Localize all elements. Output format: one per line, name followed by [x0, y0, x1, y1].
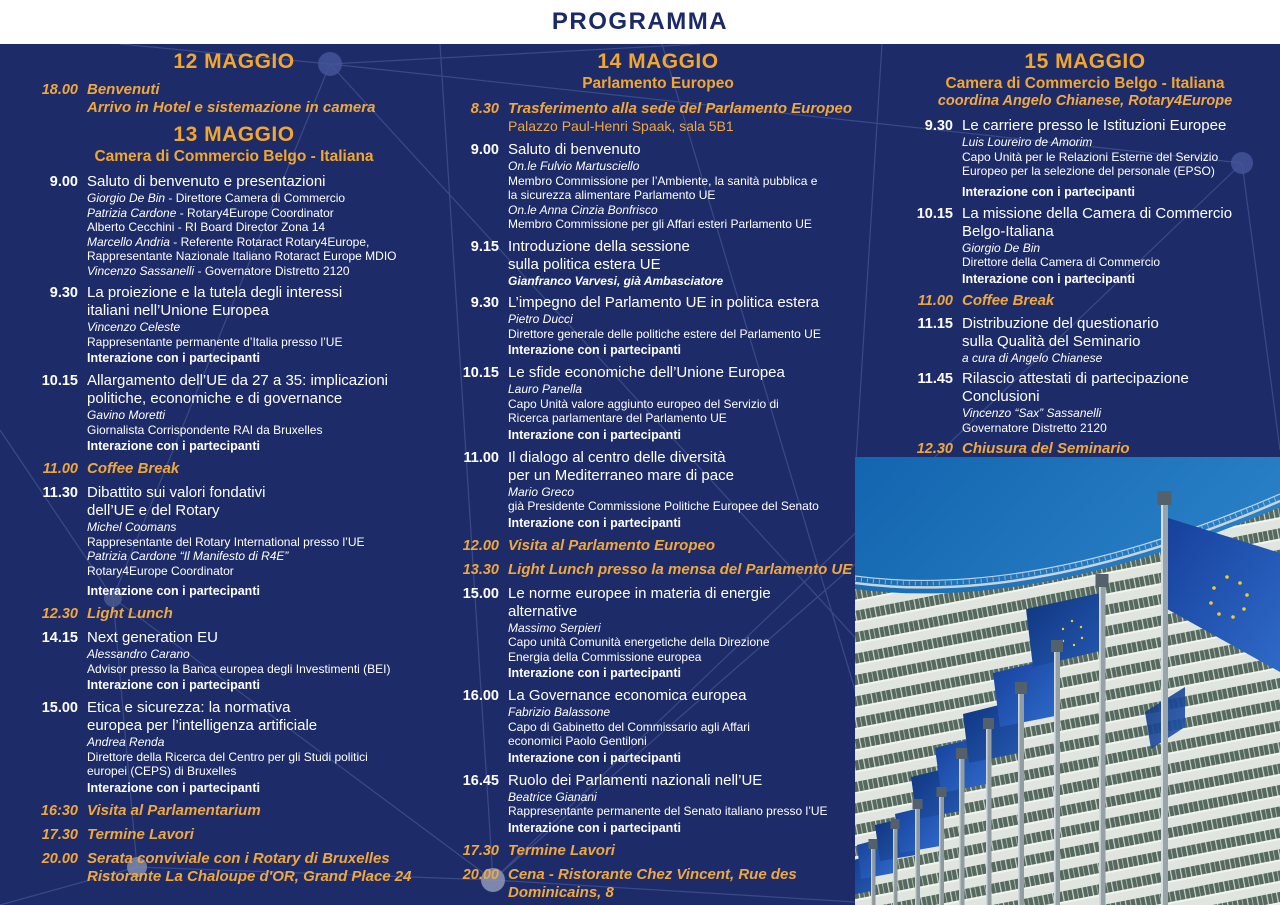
speaker-name: Vincenzo Celeste	[87, 320, 181, 334]
event-detail	[962, 421, 1269, 436]
event-title: Le norme europee in materia di energie	[508, 584, 771, 602]
interaction-note: Interazione con i partecipanti	[508, 666, 681, 680]
event-title: Coffee Break	[962, 291, 1055, 309]
event-14.15	[26, 629, 442, 693]
event-title: Termine Lavori	[87, 825, 194, 843]
speaker-name: On.le Fulvio Martusciello	[508, 159, 640, 173]
event-time: 9.30	[924, 118, 953, 134]
interaction-note: Interazione con i partecipanti	[87, 584, 260, 598]
day-title: 15 MAGGIO	[1024, 50, 1146, 73]
day-title: 14 MAGGIO	[597, 50, 719, 73]
event-title: alternative	[508, 602, 578, 620]
interaction-note: Interazione con i partecipanti	[508, 820, 681, 835]
speaker-role: Direttore generale delle politiche estere del Parlamento UE	[508, 326, 821, 341]
event-detail	[87, 549, 442, 564]
event-17.30	[447, 842, 869, 860]
event-title: Ristorante La Chaloupe d'OR, Grand Place 24	[87, 867, 412, 885]
event-title: La missione della Camera di Commercio	[962, 204, 1233, 222]
event-title: Introduzione della sessione	[508, 237, 690, 255]
interaction-note: Interazione con i partecipanti	[87, 678, 260, 692]
event-title: Dibattito sui valori fondativi	[87, 484, 266, 501]
event-body	[87, 699, 442, 796]
event-12.30	[901, 440, 1269, 458]
event-title: Le carriere presso le Istituzioni Europee	[962, 117, 1227, 134]
speaker-role: Membro Commissione per l’Ambiente, la sanità pubblica e	[508, 173, 818, 188]
event-detail	[87, 735, 442, 750]
event-time: 17.30	[462, 842, 499, 859]
speaker-role: Capo Unità per le Relazioni Esterne del Servizio	[962, 149, 1219, 164]
event-time: 12.30	[916, 441, 953, 457]
event-body	[508, 238, 869, 289]
event-title: Etica e sicurezza: la normativa	[87, 699, 291, 716]
speaker-name: a cura di Angelo Chianese	[962, 350, 1103, 365]
speaker-name: Massimo Serpieri	[508, 620, 601, 635]
event-title: italiani nell’Unione Europea	[87, 302, 269, 319]
event-20.00	[447, 866, 869, 902]
event-detail	[87, 750, 442, 765]
event-detail	[508, 174, 869, 189]
event-20.00	[26, 850, 442, 886]
event-detail	[508, 621, 869, 636]
event-detail	[87, 220, 442, 235]
speaker-role: Direttore della Camera di Commercio	[962, 255, 1161, 269]
event-16.00	[447, 687, 869, 766]
event-18.00	[26, 81, 442, 117]
event-11.45	[901, 370, 1269, 435]
speaker-role: Rappresentante Nazionale Italiano Rotaract Europe MDIO	[87, 249, 397, 263]
event-time: 9.00	[470, 142, 499, 158]
event-11.30	[26, 484, 442, 599]
speaker-role: Rotary4Europe Coordinator	[87, 563, 234, 578]
event-detail	[962, 255, 1269, 270]
event-body	[87, 826, 442, 844]
event-11.00	[447, 449, 869, 531]
event-title: Chiusura del Seminario	[962, 440, 1130, 457]
event-time: 16.00	[462, 688, 499, 704]
event-12.00	[447, 537, 869, 555]
speaker-role: Direttore della Ricerca del Centro per gli Studi politici	[87, 749, 368, 764]
event-9.00	[26, 173, 442, 278]
event-detail	[508, 397, 869, 412]
event-16:30	[26, 802, 442, 820]
event-location: Palazzo Paul-Henri Spaak, sala 5B1	[508, 118, 734, 134]
day-subtitle: Parlamento Europeo	[582, 75, 734, 92]
event-title: Arrivo in Hotel e sistemazione in camera	[87, 99, 376, 116]
speaker-name: Giorgio De Bin	[87, 191, 166, 205]
speaker-role: Energia della Commissione europea	[508, 649, 702, 664]
speaker-role: europei (CEPS) di Bruxelles	[87, 764, 237, 778]
speaker-role: economici Paolo Gentiloni	[508, 734, 647, 748]
event-body	[508, 687, 869, 766]
event-title: Light Lunch	[87, 605, 173, 622]
event-time: 11.00	[42, 461, 78, 477]
event-body	[962, 117, 1269, 200]
event-time: 9.30	[49, 285, 78, 301]
interaction-note: Interazione con i partecipanti	[962, 184, 1135, 199]
event-time: 11.15	[917, 315, 953, 332]
event-title: Saluto di benvenuto e presentazioni	[87, 173, 326, 190]
event-body	[87, 460, 442, 478]
event-title: politiche, economiche e di governance	[87, 390, 343, 407]
event-detail	[508, 274, 869, 289]
event-16.45	[447, 772, 869, 836]
event-title: Rilascio attestati di partecipazione	[962, 370, 1189, 387]
speaker-role: Rappresentante del Rotary International presso l’UE	[87, 534, 365, 549]
event-time: 10.15	[41, 373, 78, 389]
event-body	[508, 100, 869, 135]
speaker-role: Giornalista Corrispondente RAI da Bruxelles	[87, 422, 323, 437]
speaker-role: Capo Unità valore aggiunto europeo del Servizio di	[508, 396, 779, 411]
event-title: Saluto di benvenuto	[508, 141, 641, 158]
event-body	[508, 449, 869, 531]
event-title: per un Mediterraneo mare di pace	[508, 466, 734, 484]
event-title: dell’UE e del Rotary	[87, 502, 220, 519]
speaker-role: Ricerca parlamentare del Parlamento UE	[508, 411, 727, 425]
interaction-note: Interazione con i partecipanti	[508, 343, 681, 357]
event-title: Trasferimento alla sede del Parlamento Europeo	[508, 100, 853, 117]
event-detail	[87, 235, 442, 250]
event-time: 20.00	[41, 850, 78, 867]
event-detail	[508, 312, 869, 327]
event-time: 20.00	[462, 866, 499, 883]
event-body	[87, 173, 442, 278]
interaction-note: Interazione con i partecipanti	[87, 351, 260, 365]
event-detail	[962, 150, 1269, 165]
speaker-name: Beatrice Gianani	[508, 789, 597, 804]
speaker-role: Rappresentante permanente d’Italia presso l’UE	[87, 334, 343, 349]
event-detail	[87, 264, 442, 279]
event-title: Termine Lavori	[508, 841, 615, 859]
event-9.00	[447, 141, 869, 232]
event-title: Cena - Ristorante Chez Vincent, Rue des	[508, 865, 797, 883]
day-header	[26, 123, 442, 166]
event-11.00	[901, 292, 1269, 310]
event-time: 12.30	[41, 606, 78, 622]
event-9.30	[901, 117, 1269, 200]
interaction-note: Interazione con i partecipanti	[87, 439, 260, 453]
speaker-name: Lauro Panella	[508, 382, 583, 396]
event-time: 9.15	[470, 238, 499, 255]
event-time: 9.30	[470, 295, 499, 311]
event-9.30	[26, 284, 442, 366]
event-body	[962, 370, 1269, 435]
event-body	[508, 364, 869, 443]
day-coordinator: coordina Angelo Chianese, Rotary4Europe	[937, 93, 1233, 109]
interaction-note: Interazione con i partecipanti	[508, 427, 681, 442]
speaker-name: Fabrizio Balassone	[508, 705, 611, 719]
day-title: 12 MAGGIO	[173, 50, 295, 73]
event-detail	[508, 499, 869, 514]
event-detail	[508, 650, 869, 665]
event-time: 13.30	[462, 561, 499, 578]
event-11.00	[26, 460, 442, 478]
event-title: Benvenuti	[87, 81, 160, 98]
speaker-name: Vincenzo “Sax” Sassanelli	[962, 406, 1102, 420]
day-subtitle: Camera di Commercio Belgo - Italiana	[94, 148, 374, 165]
event-time: 15.00	[462, 585, 499, 602]
event-detail	[508, 188, 869, 203]
speaker-role: Governatore Distretto 2120	[962, 420, 1107, 435]
event-body	[508, 772, 869, 836]
event-13.30	[447, 561, 869, 579]
speaker-role: già Presidente Commissione Politiche Europee del Senato	[508, 499, 819, 513]
event-body	[508, 537, 869, 555]
event-title: Distribuzione del questionario	[962, 314, 1159, 332]
column-12-13-maggio	[26, 48, 442, 892]
event-body	[508, 561, 869, 579]
event-body	[962, 440, 1269, 458]
event-detail	[508, 705, 869, 720]
speaker-role: - Referente Rotaract Rotary4Europe,	[169, 234, 370, 249]
event-detail	[87, 520, 442, 535]
event-9.30	[447, 294, 869, 358]
event-body	[87, 850, 442, 886]
event-detail	[962, 135, 1269, 150]
speaker-role: Advisor presso la Banca europea degli Investimenti (BEI)	[87, 661, 391, 676]
day-header	[26, 50, 442, 74]
event-time: 8.30	[470, 101, 499, 117]
event-time: 16.45	[462, 772, 499, 789]
event-body	[87, 802, 442, 820]
event-detail	[508, 411, 869, 426]
event-title: L’impegno del Parlamento UE in politica estera	[508, 294, 820, 311]
event-time: 17.30	[41, 826, 78, 843]
event-detail	[962, 406, 1269, 421]
event-time: 11.45	[917, 371, 953, 387]
event-title: Visita al Parlamentarium	[87, 801, 261, 819]
interaction-note: Interazione con i partecipanti	[962, 271, 1135, 286]
event-time: 14.15	[41, 630, 78, 646]
event-time: 10.15	[916, 205, 953, 222]
event-detail	[508, 485, 869, 500]
event-detail	[87, 662, 442, 677]
event-detail	[508, 790, 869, 805]
speaker-name: Pietro Ducci	[508, 312, 573, 326]
event-detail	[962, 164, 1269, 179]
speaker-name: Alessandro Carano	[87, 647, 190, 661]
day-header	[447, 50, 869, 93]
event-detail	[87, 647, 442, 662]
event-10.15	[447, 364, 869, 443]
day-title: 13 MAGGIO	[173, 123, 295, 146]
event-time: 11.00	[463, 449, 499, 466]
event-title: sulla Qualità del Seminario	[962, 332, 1141, 350]
speaker-role: Alberto Cecchini - RI Board Director Zona 14	[87, 220, 326, 234]
event-time: 15.00	[41, 700, 78, 716]
event-detail	[508, 804, 869, 819]
event-body	[508, 294, 869, 358]
speaker-role: Capo unità Comunità energetiche della Direzione	[508, 635, 770, 649]
speaker-name: Gianfranco Varvesi, già Ambasciatore	[508, 273, 724, 288]
eu-flags-berlaymont-photo	[855, 457, 1280, 905]
event-title: sulla politica estera UE	[508, 255, 661, 273]
event-detail	[508, 734, 869, 749]
event-body	[87, 605, 442, 623]
event-detail	[87, 249, 442, 264]
event-time: 9.00	[49, 174, 78, 190]
event-title: Light Lunch presso la mensa del Parlamento UE	[508, 560, 853, 578]
event-time: 10.15	[462, 365, 499, 381]
event-body	[508, 141, 869, 232]
event-15.00	[26, 699, 442, 796]
event-detail	[87, 320, 442, 335]
speaker-name: Mario Greco	[508, 484, 575, 499]
event-title: Conclusioni	[962, 388, 1040, 405]
event-body	[962, 315, 1269, 366]
event-title: Ruolo dei Parlamenti nazionali nell’UE	[508, 771, 763, 789]
event-body	[508, 842, 869, 860]
event-detail	[962, 351, 1269, 366]
event-body	[87, 372, 442, 454]
event-12.30	[26, 605, 442, 623]
event-title: La proiezione e la tutela degli interessi	[87, 284, 343, 301]
event-body	[962, 292, 1269, 310]
event-title: Next generation EU	[87, 629, 218, 646]
interaction-note: Interazione con i partecipanti	[508, 515, 681, 530]
speaker-name: Michel Coomans	[87, 520, 177, 534]
event-17.30	[26, 826, 442, 844]
speaker-name: Andrea Renda	[87, 735, 165, 749]
speaker-role: - Governatore Distretto 2120	[194, 263, 350, 278]
event-detail	[508, 203, 869, 218]
event-detail	[87, 764, 442, 779]
event-time: 16:30	[40, 802, 78, 819]
column-14-maggio	[447, 48, 869, 905]
speaker-role: Membro Commissione per gli Affari esteri Parlamento UE	[508, 217, 812, 231]
event-detail	[87, 335, 442, 350]
event-detail	[508, 382, 869, 397]
day-subtitle: Camera di Commercio Belgo - Italiana	[945, 75, 1225, 92]
event-title: europea per l’intelligenza artificiale	[87, 717, 318, 734]
event-title: Allargamento dell’UE da 27 a 35: implicazioni	[87, 372, 388, 389]
event-detail	[87, 535, 442, 550]
event-9.15	[447, 238, 869, 289]
speaker-role: Rappresentante permanente del Senato italiano presso l’UE	[508, 804, 828, 818]
event-body	[87, 284, 442, 366]
event-time: 18.00	[41, 82, 78, 98]
event-detail	[87, 408, 442, 423]
event-detail	[87, 564, 442, 579]
event-10.15	[901, 205, 1269, 287]
event-detail	[508, 217, 869, 232]
event-time: 12.00	[462, 537, 499, 554]
event-body	[962, 205, 1269, 287]
speaker-name: Giorgio De Bin	[962, 240, 1041, 255]
speaker-role: Capo di Gabinetto del Commissario agli Affari	[508, 719, 750, 734]
event-detail	[508, 159, 869, 174]
event-detail	[87, 423, 442, 438]
interaction-note: Interazione con i partecipanti	[508, 750, 681, 765]
event-title: La Governance economica europea	[508, 687, 747, 704]
event-body	[87, 629, 442, 693]
speaker-role: Europeo per la selezione del personale (EPSO)	[962, 164, 1215, 178]
event-8.30	[447, 100, 869, 135]
interaction-note: Interazione con i partecipanti	[87, 780, 260, 795]
speaker-name: On.le Anna Cinzia Bonfrisco	[508, 202, 658, 217]
event-detail	[508, 720, 869, 735]
event-title: Visita al Parlamento Europeo	[508, 536, 716, 554]
speaker-name: Marcello Andria	[87, 234, 170, 249]
event-11.15	[901, 315, 1269, 366]
speaker-role: - Rotary4Europe Coordinator	[176, 205, 334, 220]
event-title: Coffee Break	[87, 460, 180, 477]
page-header	[0, 0, 1280, 44]
event-15.00	[447, 585, 869, 682]
event-body	[508, 585, 869, 682]
event-title: Il dialogo al centro delle diversità	[508, 448, 726, 466]
event-detail	[508, 327, 869, 342]
event-detail	[962, 241, 1269, 256]
speaker-role: - Direttore Camera di Commercio	[165, 191, 346, 205]
page-title: PROGRAMMA	[551, 8, 729, 35]
event-detail	[508, 635, 869, 650]
event-title: Dominicains, 8	[508, 883, 614, 901]
day-header	[901, 50, 1269, 110]
event-title: Le sfide economiche dell’Unione Europea	[508, 364, 785, 381]
event-body	[87, 81, 442, 117]
event-detail	[87, 206, 442, 221]
speaker-name: Gavino Moretti	[87, 408, 166, 422]
event-title: Belgo-Italiana	[962, 222, 1054, 240]
speaker-name: Patrizia Cardone	[87, 205, 177, 220]
event-body	[87, 484, 442, 599]
event-time: 11.00	[917, 292, 953, 309]
event-title: Serata conviviale con i Rotary di Bruxelles	[87, 849, 390, 867]
column-15-maggio	[901, 48, 1269, 463]
speaker-name: Luis Loureiro de Amorim	[962, 135, 1093, 149]
event-body	[508, 866, 869, 902]
speaker-name: Vincenzo Sassanelli	[87, 263, 195, 278]
speaker-role: la sicurezza alimentare Parlamento UE	[508, 188, 716, 202]
event-10.15	[26, 372, 442, 454]
speaker-name: Patrizia Cardone “Il Manifesto di R4E”	[87, 549, 289, 563]
event-time: 11.30	[42, 485, 78, 501]
event-detail	[87, 191, 442, 206]
